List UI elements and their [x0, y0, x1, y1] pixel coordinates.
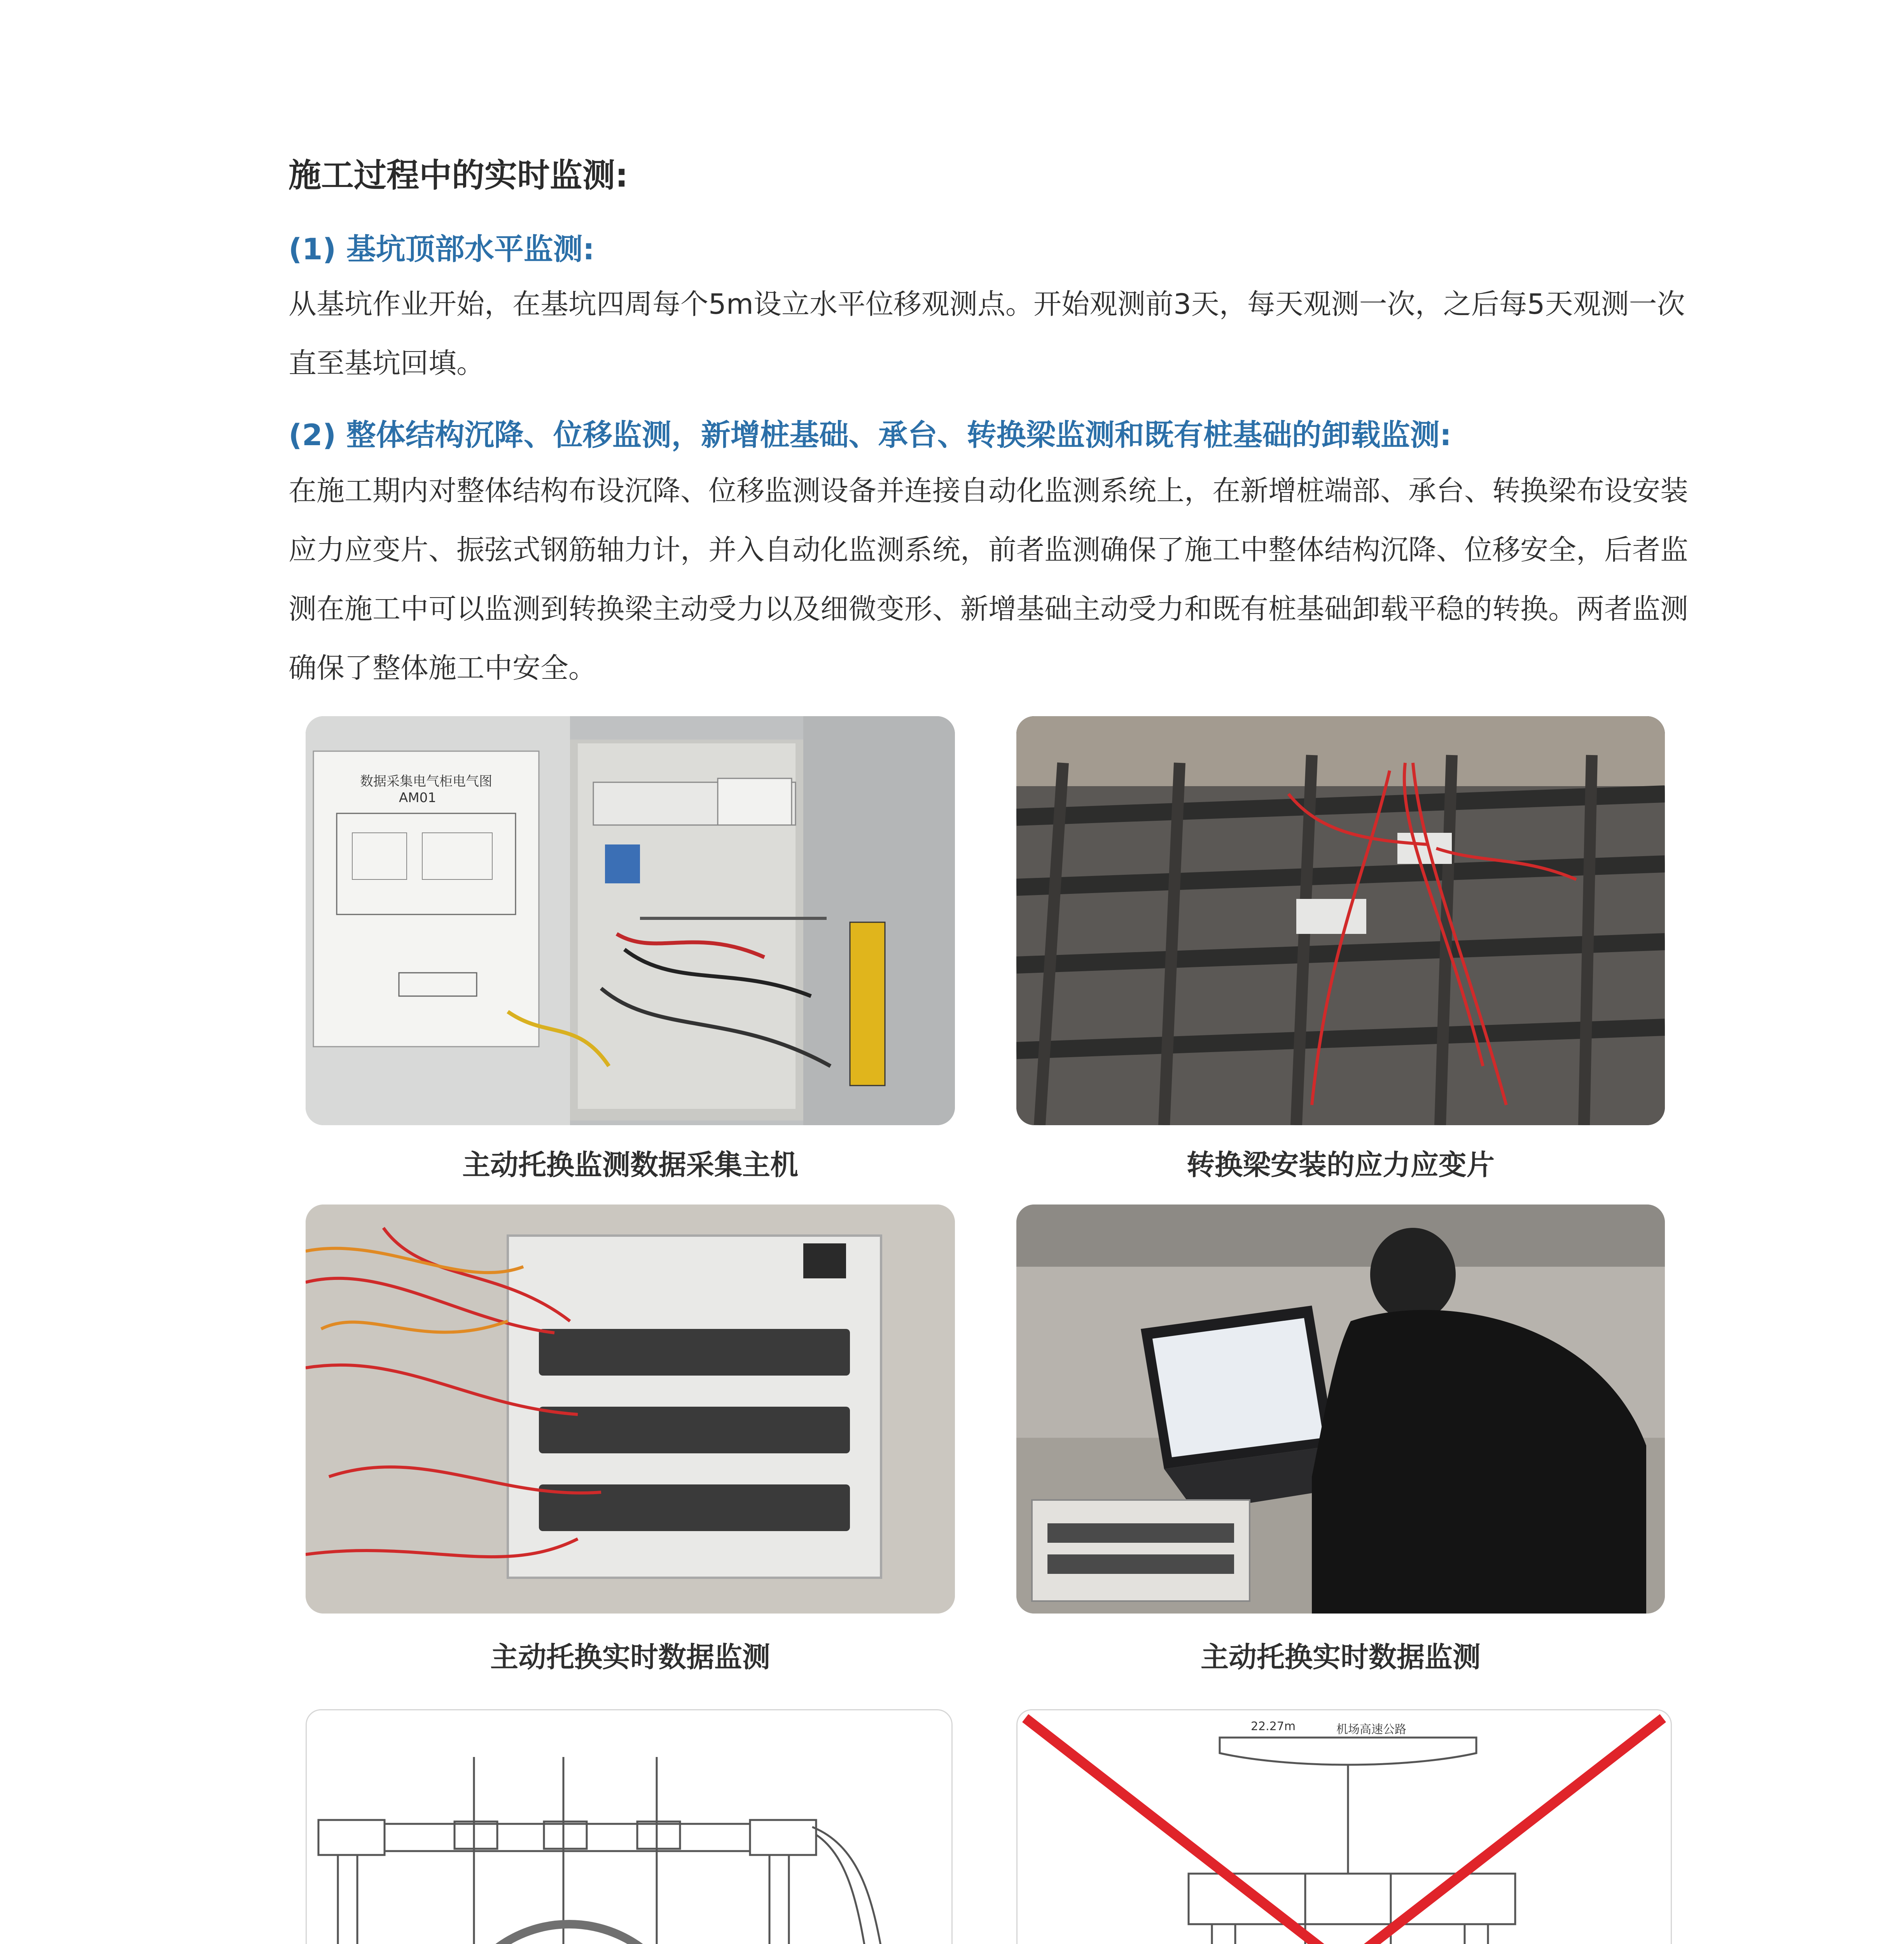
bridge-width-label: 22.27m [1251, 1720, 1296, 1733]
caption-terminal-box: 主动托换实时数据监测 [490, 1641, 770, 1673]
panel-title: 数据采集电气柜电气图 [360, 774, 492, 789]
caption-strain-gauges: 转换梁安装的应力应变片 [1186, 1149, 1495, 1181]
photo-terminal-box [306, 1205, 955, 1614]
photo-strain-gauges [1016, 716, 1665, 1125]
caption-worker-laptop: 主动托换实时数据监测 [1200, 1641, 1481, 1673]
section-title: 施工过程中的实时监测: [288, 156, 628, 194]
subsection-1-body: 从基坑作业开始，在基坑四周每个5m设立水平位移观测点。开始观测前3天，每天观测一次，之后每5天观测一次直至基坑回填。 [288, 288, 1685, 379]
photo-acquisition-host [306, 716, 955, 1125]
panel-code: AM01 [399, 790, 436, 806]
subsection-1-heading: (1) 基坑顶部水平监测: [288, 232, 595, 266]
subsection-2-heading: (2) 整体结构沉降、位移监测，新增桩基础、承台、转换梁监测和既有桩基础的卸载监测: [288, 418, 1452, 452]
drawing-pile-loading [306, 1709, 953, 1944]
caption-acquisition-host: 主动托换监测数据采集主机 [462, 1149, 798, 1181]
photo-worker-laptop [1016, 1205, 1665, 1614]
drawing-traditional-method [1016, 1709, 1672, 1944]
subsection-2-body: 在施工期内对整体结构布设沉降、位移监测设备并连接自动化监测系统上，在新增桩端部、承台、转换梁布设安装应力应变片、振弦式钢筋轴力计，并入自动化监测系统，前者监测确保了施工中整体结构沉降、位移安全，后者监测在施工中可以监测到转换梁主动受力以及细微变形、新增基础主动受力和既有桩基础卸载平稳的转换。两者监测确保了整体施工中安全。 [288, 474, 1689, 684]
road-label: 机场高速公路 [1336, 1723, 1406, 1736]
